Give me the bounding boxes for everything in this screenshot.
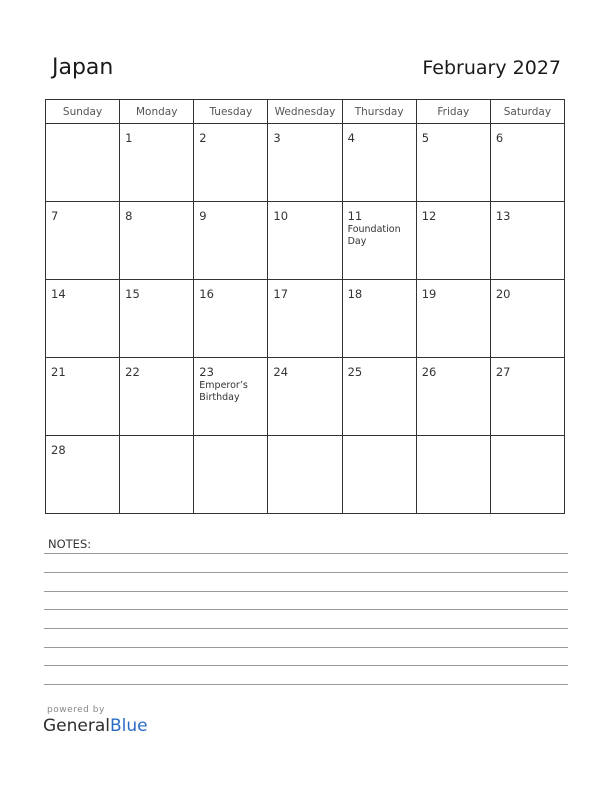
day-number [417, 436, 490, 444]
day-cell [268, 436, 342, 514]
day-cell [194, 358, 268, 436]
weekday-tuesday: Tuesday [194, 100, 268, 124]
week-row [46, 124, 565, 202]
day-number [343, 436, 416, 444]
day-number [268, 436, 341, 444]
day-cell [268, 202, 342, 280]
powered-by-text: powered by [47, 705, 105, 715]
notes-line [44, 591, 568, 592]
day-cell [342, 202, 416, 280]
day-number [120, 436, 193, 444]
day-number: 26 [421, 365, 437, 379]
day-cell [46, 124, 120, 202]
day-cell [194, 280, 268, 358]
generalblue-logo[interactable] [43, 716, 148, 736]
day-cell [120, 124, 194, 202]
notes-line [44, 647, 568, 648]
notes-line [44, 684, 568, 685]
day-cell [46, 358, 120, 436]
day-number [194, 436, 267, 444]
weekday-header-row [46, 100, 565, 124]
weekday-saturday: Saturday [490, 100, 564, 124]
day-cell [416, 124, 490, 202]
day-number: 3 [273, 131, 281, 145]
day-number: 2 [199, 131, 207, 145]
day-cell [268, 280, 342, 358]
day-cell [46, 202, 120, 280]
day-cell [194, 124, 268, 202]
day-cell [416, 436, 490, 514]
day-cell [268, 124, 342, 202]
day-cell [342, 124, 416, 202]
day-cell [120, 202, 194, 280]
day-number: 20 [495, 287, 511, 301]
weekday-sunday: Sunday [46, 100, 120, 124]
day-cell [120, 358, 194, 436]
weekday-wednesday: Wednesday [268, 100, 342, 124]
day-number: 21 [51, 365, 66, 379]
day-number: 7 [51, 209, 59, 223]
day-number: 25 [347, 365, 363, 379]
day-cell [490, 358, 564, 436]
day-number: 10 [273, 209, 289, 223]
day-number [46, 124, 119, 132]
week-row [46, 436, 565, 514]
notes-line [44, 609, 568, 610]
day-number: 8 [125, 209, 133, 223]
day-number: 28 [51, 443, 66, 457]
day-cell [342, 358, 416, 436]
day-cell [194, 202, 268, 280]
day-number: 19 [421, 287, 437, 301]
day-cell [416, 280, 490, 358]
day-number: 15 [125, 287, 140, 301]
notes-label: NOTES: [48, 537, 92, 551]
weekday-monday: Monday [120, 100, 194, 124]
weekday-friday: Friday [416, 100, 490, 124]
day-number: 6 [495, 131, 504, 145]
day-cell [46, 280, 120, 358]
day-cell [416, 358, 490, 436]
day-cell [342, 280, 416, 358]
day-cell [490, 202, 564, 280]
day-number: 17 [273, 287, 289, 301]
brand-blue: Blue [110, 716, 148, 736]
week-row [46, 280, 565, 358]
day-number: 11 [347, 209, 363, 223]
day-number: 16 [199, 287, 214, 301]
month-title: February 2027 [422, 57, 561, 79]
notes-line [44, 572, 568, 573]
notes-line [44, 553, 568, 554]
day-number: 23 [199, 365, 214, 379]
day-number: 22 [125, 365, 140, 379]
week-row [46, 358, 565, 436]
day-cell [490, 280, 564, 358]
calendar-grid [45, 99, 565, 514]
brand-general: General [43, 716, 110, 736]
day-cell [194, 436, 268, 514]
day-cell [490, 124, 564, 202]
holiday-label: Emperor’s Birthday [199, 380, 248, 403]
day-number: 14 [51, 287, 66, 301]
day-cell [416, 202, 490, 280]
week-row [46, 202, 565, 280]
day-number: 4 [347, 131, 355, 145]
holiday-label: Foundation Day [347, 224, 401, 247]
day-cell [46, 436, 120, 514]
day-number [491, 436, 564, 444]
notes-line [44, 665, 568, 666]
country-title: Japan [52, 55, 114, 80]
weekday-thursday: Thursday [342, 100, 416, 124]
day-cell [490, 436, 564, 514]
day-number: 5 [421, 131, 430, 145]
day-number: 18 [347, 287, 363, 301]
notes-line [44, 628, 568, 629]
day-cell [120, 436, 194, 514]
day-number: 12 [421, 209, 437, 223]
day-number: 9 [199, 209, 207, 223]
day-number: 27 [495, 365, 511, 379]
day-number: 1 [125, 131, 133, 145]
day-cell [268, 358, 342, 436]
day-number: 24 [273, 365, 289, 379]
day-number: 13 [495, 209, 511, 223]
day-cell [342, 436, 416, 514]
day-cell [120, 280, 194, 358]
